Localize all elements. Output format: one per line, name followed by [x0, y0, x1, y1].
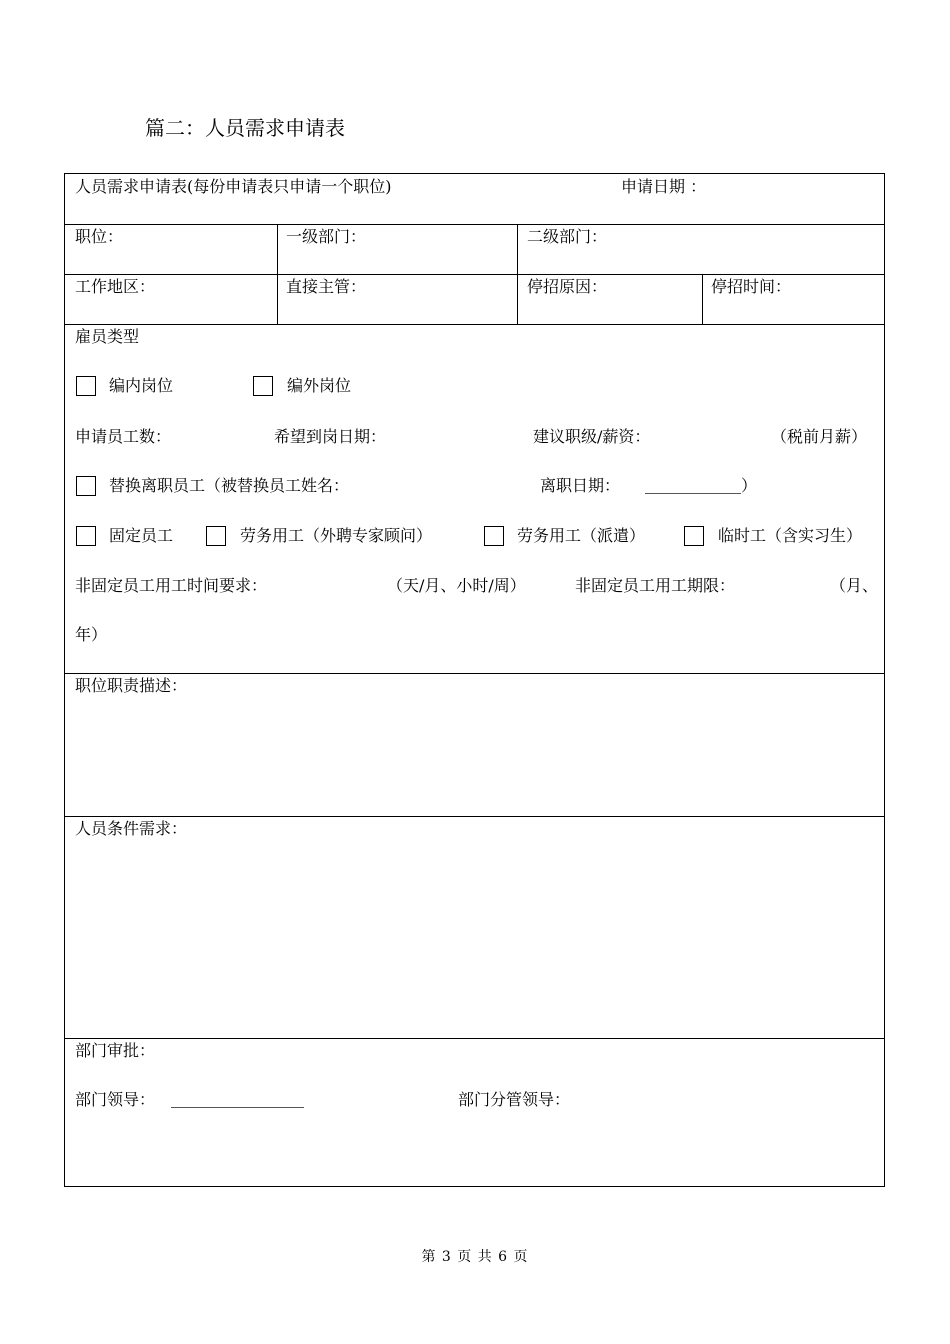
labor-dispatch-checkbox[interactable] [484, 526, 504, 546]
labor-expert-checkbox[interactable] [206, 526, 226, 546]
form-name: 人员需求申请表(每份申请表只申请一个职位) [75, 177, 392, 196]
replace-label: 替换离职员工（被替换员工姓名： [109, 476, 350, 495]
in-quota-checkbox[interactable] [76, 376, 96, 396]
time-unit-note: （天/月、小时/周） [387, 576, 526, 595]
fixed-label: 固定员工 [109, 526, 174, 545]
dept1-label[interactable]: 一级部门： [286, 227, 367, 246]
employee-type-label: 雇员类型 [75, 327, 140, 346]
dept-leader-input[interactable] [171, 1107, 304, 1108]
temp-label: 临时工（含实习生） [718, 526, 863, 545]
approval-label: 部门审批： [75, 1041, 156, 1060]
col-divider [277, 224, 278, 324]
page-title: 篇二：人员需求申请表 [145, 116, 345, 140]
labor-dispatch-label: 劳务用工（派遣） [517, 526, 646, 545]
supervisor-label[interactable]: 直接主管： [286, 277, 367, 296]
page-footer: 第 3 页 共 6 页 [421, 1249, 529, 1265]
duties-label[interactable]: 职位职责描述： [75, 676, 188, 695]
row-divider [65, 324, 884, 325]
dept2-label[interactable]: 二级部门： [527, 227, 608, 246]
stop-time-label[interactable]: 停招时间： [711, 277, 792, 296]
arrival-date-label[interactable]: 希望到岗日期： [274, 427, 387, 446]
in-quota-label: 编内岗位 [109, 376, 174, 395]
col-divider [702, 274, 703, 324]
leave-date-label: 离职日期： [540, 476, 621, 495]
dept-leader-label: 部门领导： [75, 1090, 156, 1109]
headcount-label[interactable]: 申请员工数： [75, 427, 172, 446]
pretax-note: （税前月薪） [771, 427, 868, 446]
row-divider [65, 224, 884, 225]
col-divider [517, 224, 518, 324]
requirements-label[interactable]: 人员条件需求： [75, 819, 188, 838]
period-unit-note: （月、 [830, 576, 879, 595]
row-divider [65, 816, 884, 817]
row-divider [65, 274, 884, 275]
out-quota-label: 编外岗位 [287, 376, 352, 395]
nonfixed-time-label[interactable]: 非固定员工用工时间要求： [75, 576, 268, 595]
fixed-checkbox[interactable] [76, 526, 96, 546]
labor-expert-label: 劳务用工（外聘专家顾问） [240, 526, 433, 545]
vice-leader-label[interactable]: 部门分管领导： [458, 1090, 571, 1109]
requisition-form [64, 173, 885, 1187]
region-label[interactable]: 工作地区： [75, 277, 156, 296]
temp-checkbox[interactable] [684, 526, 704, 546]
out-quota-checkbox[interactable] [253, 376, 273, 396]
close-paren: ） [741, 476, 758, 495]
period-unit-note-cont: 年） [75, 625, 108, 644]
row-divider [65, 1038, 884, 1039]
leave-date-input[interactable] [645, 493, 741, 494]
row-divider [65, 673, 884, 674]
replace-checkbox[interactable] [76, 476, 96, 496]
grade-salary-label[interactable]: 建议职级/薪资： [533, 427, 651, 446]
nonfixed-period-label[interactable]: 非固定员工用工期限： [575, 576, 736, 595]
position-label[interactable]: 职位： [75, 227, 124, 246]
apply-date-label[interactable]: 申请日期 ： [621, 177, 707, 196]
stop-reason-label[interactable]: 停招原因： [527, 277, 608, 296]
